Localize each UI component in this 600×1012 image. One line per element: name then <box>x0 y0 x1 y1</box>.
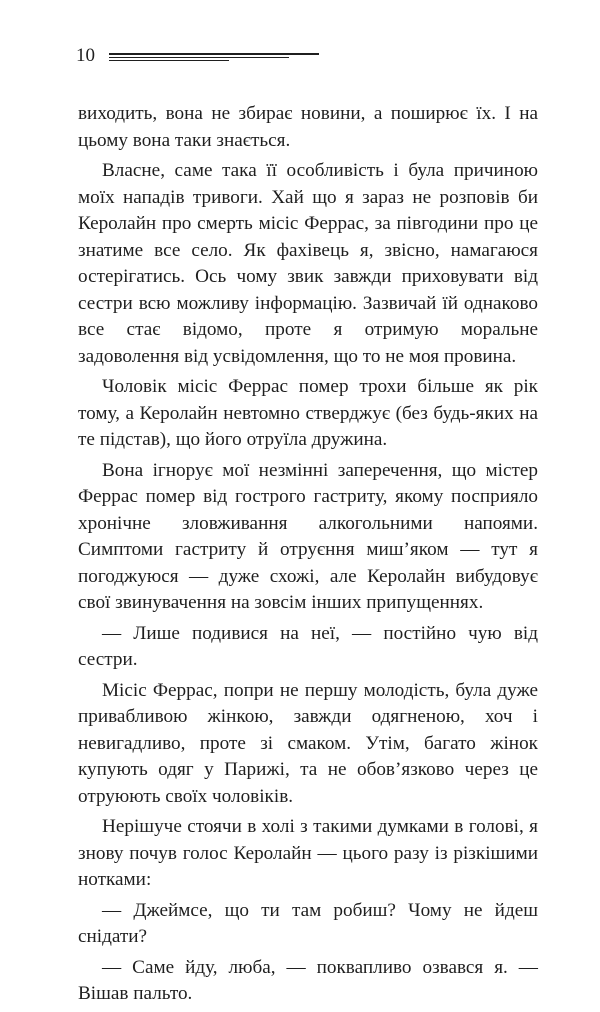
paragraph: Власне, саме така її особливість і була причиною моїх нападів тривоги. Хай що я зараз не розповів би Керолайн про смерть місіс Феррас, за півгодини про це знатиме все село. Як фахівець я, звісно, намагаюся остерігатись. Ось чому звик завжди приховувати від сестри всю можливу інформацію. Зазвичай їй однаково все стає відомо, проте я отримую моральне задоволення від усвідомлення, що то не моя провина. <box>78 160 538 367</box>
dialogue-line: — Лише подивися на неї, — постійно чую від сестри. <box>78 622 538 670</box>
paragraph: Нерішуче стоячи в холі з такими думками в голові, я знову почув голос Керолайн — цього разу із різкішими нотками: <box>78 816 538 890</box>
header-rule <box>109 53 319 55</box>
running-header <box>76 44 336 68</box>
page-number: 10 <box>76 45 95 66</box>
page-body <box>78 101 538 1012</box>
paragraph: Місіс Феррас, попри не першу молодість, була дуже привабливою жінкою, завжди одягненою, хоч і невигадливо, проте зі смаком. Утім, багато жінок купують одяг у Парижі, та не обов’язково через це отруюють своїх чоловіків. <box>78 679 538 807</box>
paragraph: виходить, вона не збирає новини, а поширює їх. І на цьому вона таки знається. <box>78 103 538 151</box>
dialogue-line: — Саме йду, люба, — поквапливо озвався я. — Вішав пальто. <box>78 956 538 1004</box>
paragraph: Вона ігнорує мої незмінні заперечення, що містер Феррас помер від гострого гастриту, якому посприяло хронічне зловживання алкогольними напоями. Симптоми гастриту й отруєння миш’яком — тут я погоджуюся — дуже схожі, але Керолайн вибудовує свої звинувачення на зовсім інших припущеннях. <box>78 459 538 613</box>
paragraph: Чоловік місіс Феррас помер трохи більше як рік тому, а Керолайн невтомно стверджує (без будь-яких на те підстав), що його отруїла дружина. <box>78 376 538 450</box>
header-rule <box>109 57 289 58</box>
header-rule <box>109 60 229 61</box>
dialogue-line: — Джеймсе, що ти там робиш? Чому не йдеш снідати? <box>78 899 538 947</box>
